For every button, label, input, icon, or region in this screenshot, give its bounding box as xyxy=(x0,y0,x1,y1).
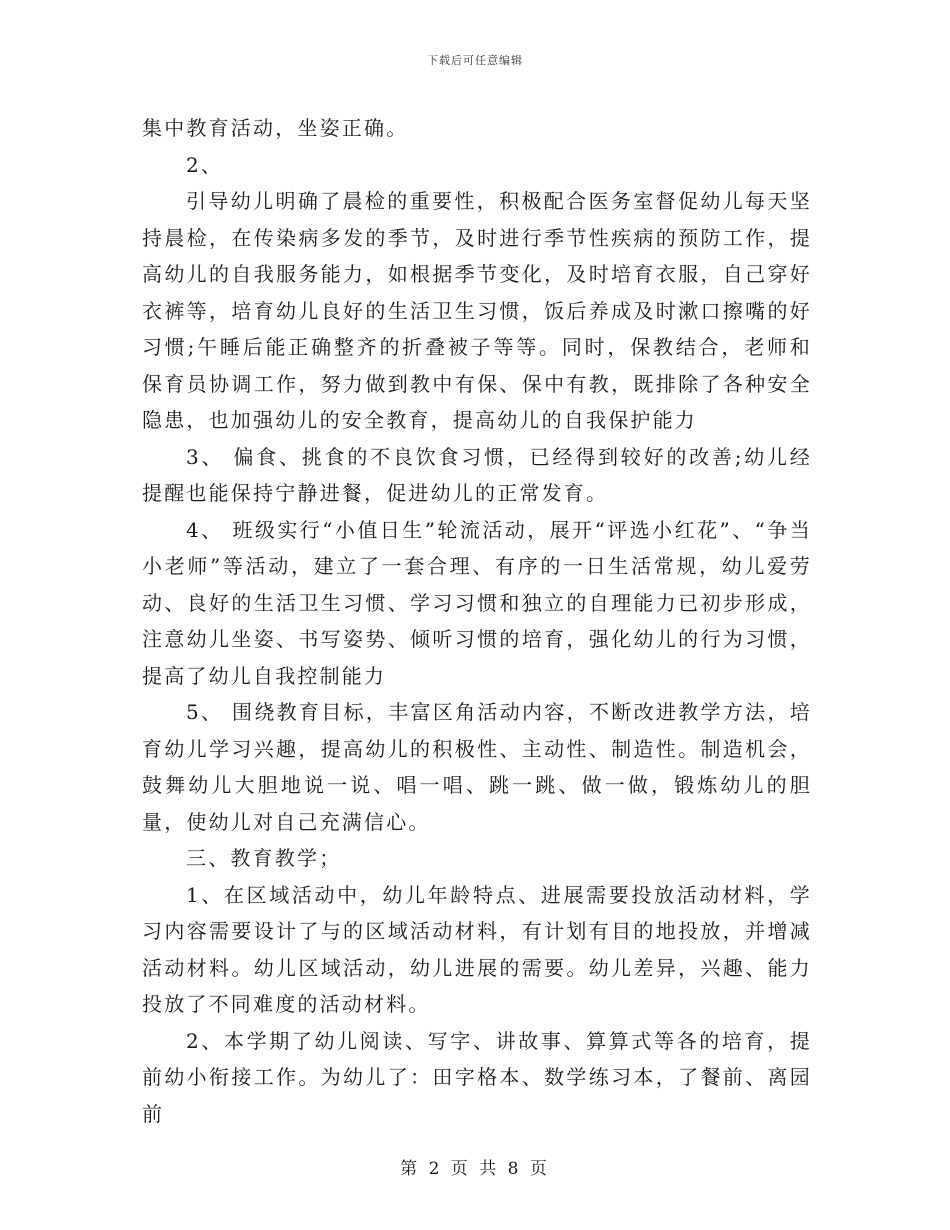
document-body xyxy=(142,110,812,1132)
page-header: 下载后可任意编辑 xyxy=(427,54,523,67)
section-heading-education: 三、教育教学； xyxy=(186,846,342,870)
paragraph-education-1: 1、在区域活动中，幼儿年龄特点、进展需要投放活动材料，学习内容需要设计了与的区域活动材料，有计划有目的地投放，并增减活动材料。幼儿区域活动，幼儿进展的需要。幼儿差异，兴趣、能力投放了不同难度的活动材料。 xyxy=(142,882,812,1016)
paragraph-education-2: 2、本学期了幼儿阅读、写字、讲故事、算算式等各的培育，提前幼小衔接工作。为幼儿了：田字格本、数学练习本，了餐前、离园前 xyxy=(142,1028,812,1126)
page-number-footer: 第 2 页 共 8 页 xyxy=(400,1159,550,1179)
paragraph-item-3: 3、 偏食、挑食的不良饮食习惯，已经得到较好的改善;幼儿经提醒也能保持宁静进餐，促进幼儿的正常发育。 xyxy=(142,444,812,505)
paragraph-item-4: 4、 班级实行“小值日生”轮流活动，展开“评选小红花”、“争当小老师”等活动，建立了一套合理、有序的一日生活常规，幼儿爱劳动、良好的生活卫生习惯、学习习惯和独立的自理能力已初步形成，注意幼儿坐姿、书写姿势、倾听习惯的培育，强化幼儿的行为习惯，提高了幼儿自我控制能力 xyxy=(142,517,812,688)
paragraph-item-2-number: 2、 xyxy=(186,152,224,177)
paragraph-item-2: 引导幼儿明确了晨检的重要性，积极配合医务室督促幼儿每天坚持晨检，在传染病多发的季节，及时进行季节性疾病的预防工作，提高幼儿的自我服务能力，如根据季节变化，及时培育衣服，自己穿好衣裤等，培育幼儿良好的生活卫生习惯，饭后养成及时漱口擦嘴的好习惯;午睡后能正确整齐的折叠被子等等。同时，保教结合，老师和保育员协调工作，努力做到教中有保、保中有教，既排除了各种安全隐患，也加强幼儿的安全教育，提高幼儿的自我保护能力 xyxy=(142,189,812,432)
paragraph-item-5: 5、 围绕教育目标，丰富区角活动内容，不断改进教学方法，培育幼儿学习兴趣，提高幼儿的积极性、主动性、制造性。制造机会，鼓舞幼儿大胆地说一说、唱一唱、跳一跳、做一做，锻炼幼儿的胆量，使幼儿对自己充满信心。 xyxy=(142,700,812,834)
paragraph-continuation: 集中教育活动，坐姿正确。 xyxy=(142,116,409,140)
